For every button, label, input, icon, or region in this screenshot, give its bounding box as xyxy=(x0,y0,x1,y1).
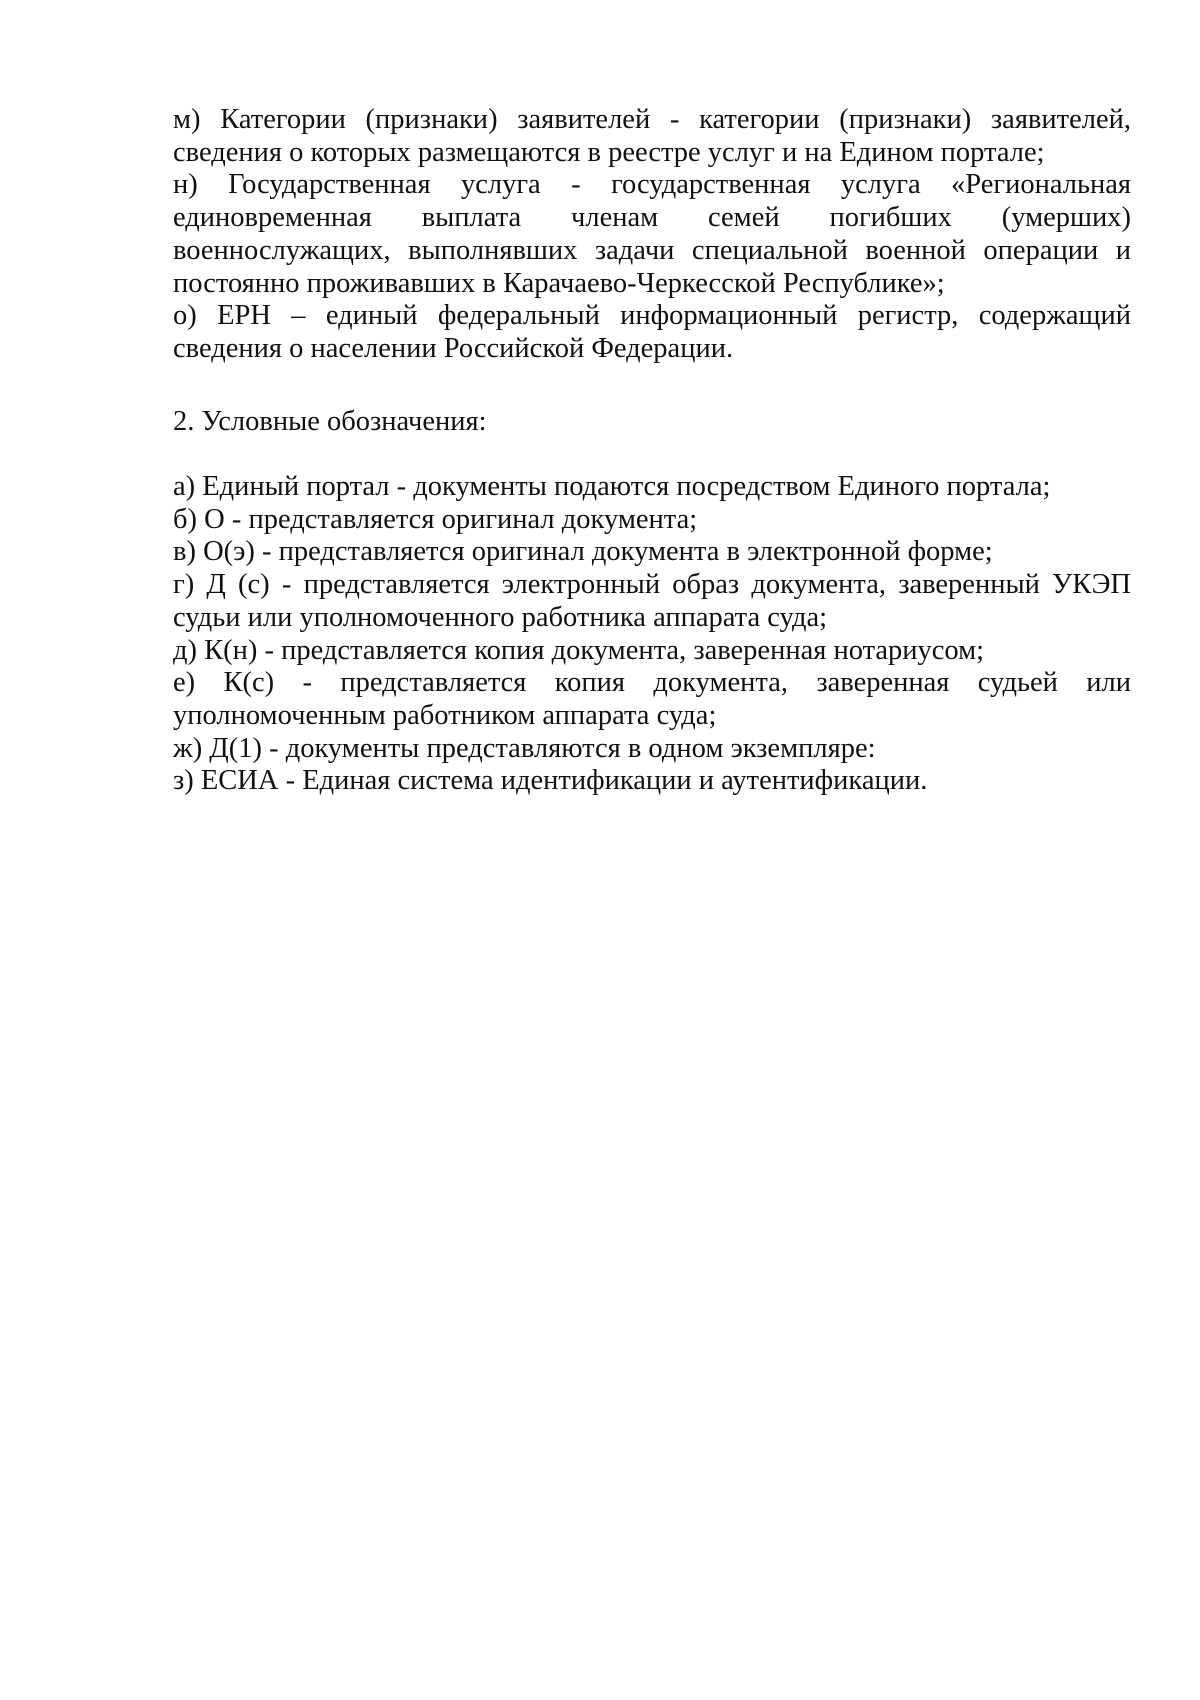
definition-item-n xyxy=(173,169,1131,300)
paragraph-line: ж) Д(1) - документы представляются в одном экземпляре: xyxy=(173,732,876,764)
legend-item-a xyxy=(173,471,1131,504)
paragraph-line: н) Государственная услуга - государственная услуга «Региональная xyxy=(173,169,1131,201)
paragraph-line: а) Единый портал - документы подаются посредством Единого портала; xyxy=(173,471,1051,502)
paragraph-line: о) ЕРН – единый федеральный информационный регистр, содержащий xyxy=(173,300,1131,332)
paragraph-line: сведения о которых размещаются в реестре услуг и на Едином портале; xyxy=(173,136,1045,168)
paragraph-line: г) Д (с) - представляется электронный образ документа, заверенный УКЭП xyxy=(173,569,1131,601)
paragraph-line: сведения о населении Российской Федерации. xyxy=(173,332,734,364)
paragraph-line: уполномоченным работником аппарата суда; xyxy=(173,699,717,731)
legend-item-d xyxy=(173,635,1131,668)
paragraph-line: судьи или уполномоченного работника аппарата суда; xyxy=(173,601,828,633)
definitions-section xyxy=(173,104,1131,366)
legend-item-z xyxy=(173,765,1131,798)
paragraph-line: военнослужащих, выполнявших задачи специальной военной операции и xyxy=(173,234,1131,266)
paragraph-line: м) Категории (признаки) заявителей - категории (признаки) заявителей, xyxy=(173,104,1131,135)
paragraph-line: д) К(н) - представляется копия документа, заверенная нотариусом; xyxy=(173,634,985,666)
legend-item-v xyxy=(173,536,1131,569)
legend-item-g xyxy=(173,569,1131,634)
paragraph-line: з) ЕСИА - Единая система идентификации и аутентификации. xyxy=(173,765,928,797)
legend-item-zh xyxy=(173,733,1131,766)
legend-item-e xyxy=(173,667,1131,732)
paragraph-line: постоянно проживавших в Карачаево-Черкесской Республике»; xyxy=(173,267,945,299)
legend-item-b xyxy=(173,504,1131,537)
paragraph-line: е) К(с) - представляется копия документа, заверенная судьей или xyxy=(173,667,1131,699)
section-heading: 2. Условные обозначения: xyxy=(173,406,487,437)
definition-item-o xyxy=(173,300,1131,365)
paragraph-line: единовременная выплата членам семей погибших (умерших) xyxy=(173,202,1131,234)
paragraph-line: б) О - представляется оригинал документа; xyxy=(173,503,698,535)
section-heading-block xyxy=(173,406,1131,439)
paragraph-line: в) О(э) - представляется оригинал документа в электронной форме; xyxy=(173,536,993,568)
legend-section xyxy=(173,471,1131,798)
definition-item-m xyxy=(173,104,1131,169)
